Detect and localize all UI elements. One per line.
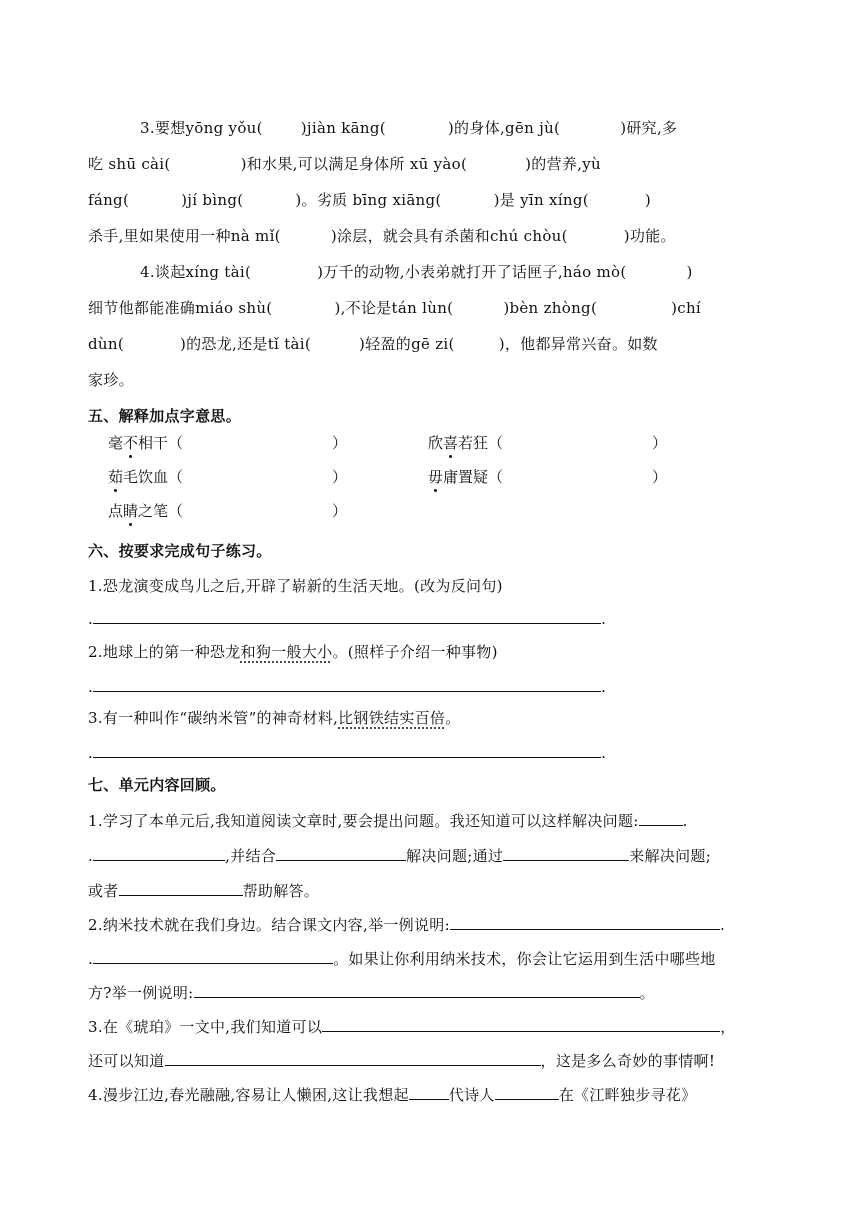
section5-title: 五、解释加点字意思。 xyxy=(88,407,242,425)
s7-q3-line-1: 3.在《琥珀》一文中,我们知道可以 ， xyxy=(88,1014,736,1038)
s7-q1-line-1: 1.学习了本单元后,我知道阅读文章时,要会提出问题。我还知道可以这样解决问题: . xyxy=(88,808,688,832)
vocab-item-2: 欣喜若狂（ xyxy=(428,434,504,452)
s7-q3-blank-1[interactable] xyxy=(322,1014,720,1032)
s7-q1-blank-3[interactable] xyxy=(276,843,406,861)
s7-q2-blank-1[interactable] xyxy=(450,912,720,930)
vocab-item-4: 毋庸置疑（ xyxy=(428,468,504,486)
s6-question-2: 2.地球上的第一种恐龙和狗一般大小。(照样子介绍一种事物) xyxy=(88,643,498,661)
s7-q3-line-2: 还可以知道 ，这是多么奇妙的事情啊! xyxy=(88,1048,715,1072)
vocab-close-3: ） xyxy=(332,468,348,486)
s6-question-1: 1.恐龙演变成鸟儿之后,开辟了崭新的生活天地。(改为反问句) xyxy=(88,577,503,595)
s6-question-3: 3.有一种叫作“碳纳米管”的神奇材料,比钢铁结实百倍。 xyxy=(88,709,461,727)
s7-q1-line-3: 或者 帮助解答。 xyxy=(88,878,319,902)
s7-q2-line-1: 2.纳米技术就在我们身边。结合课文内容,举一例说明: . xyxy=(88,912,725,936)
vocab-item-5: 点睛之笔（ xyxy=(108,502,184,520)
vocab-close-2: ） xyxy=(652,434,668,452)
s7-q1-blank-5[interactable] xyxy=(119,878,243,896)
q3-line-2: 吃 shū cài( )和水果,可以满足身体所 xū yào( )的营养,yù xyxy=(88,155,601,173)
s7-q4-blank-1[interactable] xyxy=(409,1082,449,1100)
q4-line-3: dùn( )的恐龙,还是tǐ tài( )轻盈的gē zi( )，他都异常兴奋。如数 xyxy=(88,335,658,353)
q4-line-1: 4.谈起xíng tài( )万千的动物,小表弟就打开了话匣子,háo mò( ) xyxy=(140,263,693,281)
q3-line-3: fáng( )jí bìng( )。劣质 bīng xiāng( )是 yīn xíng( ) xyxy=(88,191,652,209)
s6-answer-line-2[interactable]: . . xyxy=(88,674,606,698)
q4-line-2: 细节他都能准确miáo shù( ),不论是tán lùn( )bèn zhòng( )chí xyxy=(88,299,702,317)
q4-line-4: 家珍。 xyxy=(88,371,134,389)
s7-q2-line-3: 方?举一例说明: 。 xyxy=(88,980,655,1004)
q3-line-4: 杀手,里如果使用一种nà mǐ( )涂层，就会具有杀菌和chú chòu( )功能。 xyxy=(88,227,676,245)
s7-q1-blank-2[interactable] xyxy=(93,843,225,861)
s6-q3-dotted: 比钢铁结实百倍 xyxy=(338,709,446,727)
s6-q2-dotted: 和狗一般大小 xyxy=(240,643,333,661)
s6-answer-line-3[interactable]: . . xyxy=(88,740,606,764)
s7-q2-blank-2[interactable] xyxy=(93,946,333,964)
vocab-close-5: ） xyxy=(332,502,348,520)
vocab-close-1: ） xyxy=(332,434,348,452)
s7-q2-blank-3[interactable] xyxy=(194,980,640,998)
s7-q2-line-2: . 。如果让你利用纳米技术，你会让它运用到生活中哪些地 xyxy=(88,946,716,970)
s7-q1-blank-4[interactable] xyxy=(503,843,629,861)
vocab-item-1: 毫不相干（ xyxy=(108,434,184,452)
s6-answer-line-1[interactable]: . . xyxy=(88,606,606,630)
section7-title: 七、单元内容回顾。 xyxy=(88,776,226,794)
s7-q4-blank-2[interactable] xyxy=(495,1082,559,1100)
s7-q1-line-2: . ,并结合 解决问题;通过 来解决问题; xyxy=(88,843,711,867)
section6-title: 六、按要求完成句子练习。 xyxy=(88,542,272,560)
s7-q4-line-1: 4.漫步江边,春光融融,容易让人懒困,这让我想起 代诗人 在《江畔独步寻花》 xyxy=(88,1082,696,1106)
vocab-item-3: 茹毛饮血（ xyxy=(108,468,184,486)
vocab-close-4: ） xyxy=(652,468,668,486)
s7-q3-blank-2[interactable] xyxy=(165,1048,541,1066)
s7-q1-blank-1[interactable] xyxy=(639,808,683,826)
q3-line-1: 3.要想yōng yǒu( )jiàn kāng( )的身体,gēn jù( )研究,多 xyxy=(140,119,678,137)
